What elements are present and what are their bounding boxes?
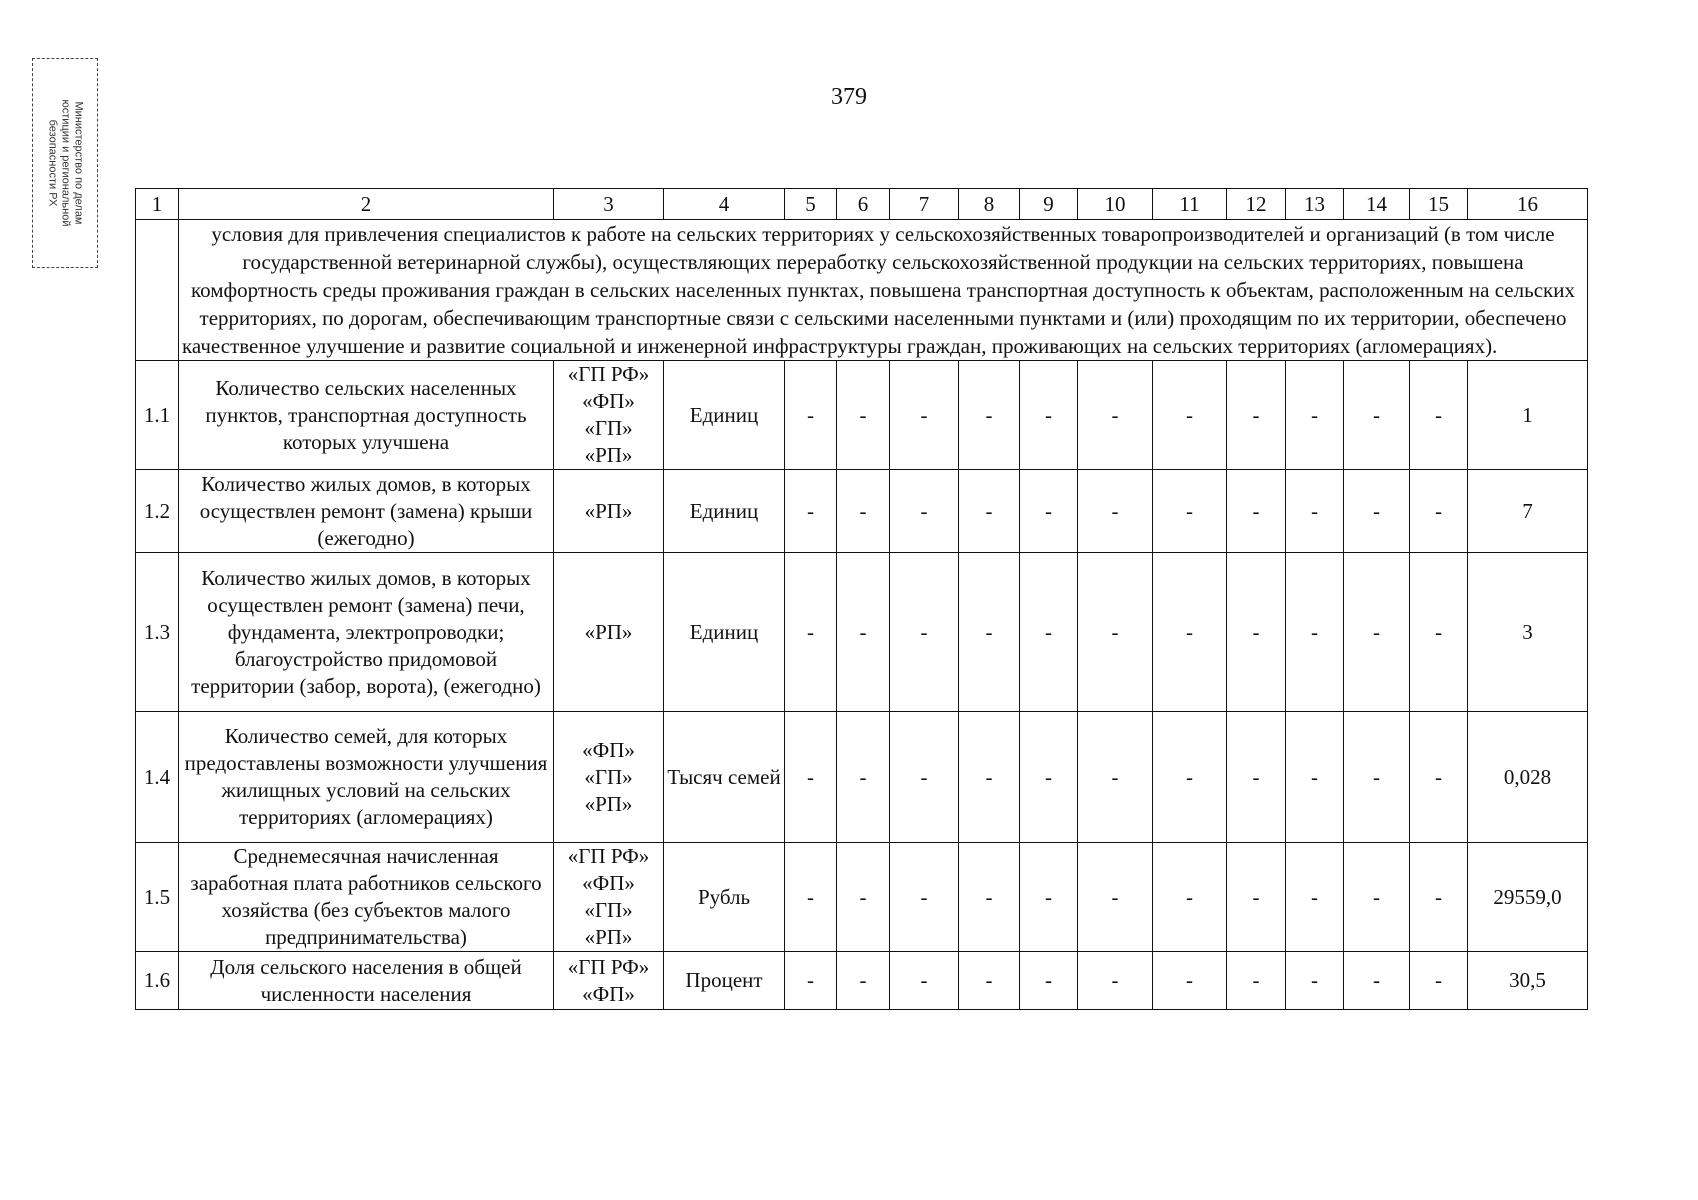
unit-cell: Единиц [664,470,785,553]
value-cell: - [959,470,1020,553]
value-cell: - [1227,952,1286,1010]
value-cell: - [837,361,890,470]
table-row [136,952,1588,1010]
source-label: «ФП» [582,871,635,895]
value-cell: - [1410,470,1468,553]
value-cell: - [1344,952,1410,1010]
value-cell: - [890,470,959,553]
source-label: «ГП РФ» [567,954,650,979]
source-label: «РП» [584,443,633,467]
value-cell: - [1286,843,1344,952]
column-header: 2 [179,189,554,220]
column-header: 8 [959,189,1020,220]
source-label: «ФП» [582,389,635,413]
value-cell: - [1078,361,1153,470]
column-header: 11 [1153,189,1227,220]
source-label: «РП» [584,791,633,816]
value-cell: - [959,553,1020,712]
value-cell: - [959,952,1020,1010]
value-cell: - [1078,553,1153,712]
source-label: «ФП» [582,737,635,762]
indicator-name: Доля сельского населения в общей численности населения [179,952,554,1010]
value-cell: - [1078,470,1153,553]
source-label: «РП» [584,619,633,644]
column-header: 12 [1227,189,1286,220]
registration-stamp [32,58,98,268]
value-cell: - [785,361,837,470]
value-cell: - [837,712,890,843]
value-cell: - [837,553,890,712]
indicator-name: Количество жилых домов, в которых осуществлен ремонт (замена) печи, фундамента, электропроводки; благоустройство придомовой территории (забор, ворота), (ежегодно) [179,553,554,712]
value-cell: - [1410,361,1468,470]
source-label: «ФП» [582,981,635,1006]
target-value: 1 [1468,361,1588,470]
unit-cell: Процент [664,952,785,1010]
column-header: 7 [890,189,959,220]
value-cell: - [785,712,837,843]
value-cell: - [1227,470,1286,553]
source-label: «РП» [584,498,633,523]
value-cell: - [959,361,1020,470]
goal-text: условия для привлечения специалистов к работе на сельских территориях у сельскохозяйственных товаропроизводителей и организаций (в том числе государственной ветеринарной службы), осуществляющих переработку сельскохозяйственной продукции на сельских территориях, повышена комфортность среды проживания граждан в сельских населенных пунктах, повышена транспортная доступность к объектам, расположенным на сельских территориях, по дорогам, обеспечивающим транспортные связи с сельскими населенными пунктами и (или) проходящим по их территории, обеспечено качественное улучшение и развитие социальной и инженерной инфраструктуры граждан, проживающих на сельских территориях (агломерациях). [179,220,1588,361]
value-cell: - [1020,712,1078,843]
indicators-table [135,188,1588,1010]
value-cell: - [785,553,837,712]
value-cell: - [1153,843,1227,952]
value-cell: - [1153,470,1227,553]
value-cell: - [1020,470,1078,553]
source-cell [554,553,664,712]
source-label: «ГП» [584,416,633,440]
column-header: 15 [1410,189,1468,220]
value-cell: - [1020,952,1078,1010]
value-cell: - [890,712,959,843]
value-cell: - [837,952,890,1010]
value-cell: - [1410,843,1468,952]
value-cell: - [1410,712,1468,843]
value-cell: - [837,470,890,553]
value-cell: - [959,712,1020,843]
indicator-name: Среднемесячная начисленная заработная плата работников сельского хозяйства (без субъектов малого предпринимательства) [179,843,554,952]
value-cell: - [1344,470,1410,553]
row-number: 1.5 [136,843,179,952]
value-cell: - [1020,843,1078,952]
value-cell: - [1153,361,1227,470]
value-cell: - [785,952,837,1010]
table-row [136,553,1588,712]
value-cell: - [1020,361,1078,470]
source-label: «РП» [584,925,633,949]
stamp-line: безопасности РХ [46,119,59,207]
row-number: 1.6 [136,952,179,1010]
value-cell: - [890,843,959,952]
source-label: «ГП РФ» [567,844,650,868]
indicator-name: Количество семей, для которых предоставлены возможности улучшения жилищных условий на сельских территориях (агломерациях) [179,712,554,843]
value-cell: - [1153,712,1227,843]
value-cell: - [890,361,959,470]
column-header: 1 [136,189,179,220]
value-cell: - [785,470,837,553]
column-header: 14 [1344,189,1410,220]
value-cell: - [1153,952,1227,1010]
column-header: 5 [785,189,837,220]
source-label: «ГП РФ» [567,362,650,386]
column-header: 16 [1468,189,1588,220]
column-header: 4 [664,189,785,220]
goal-row [136,220,1588,361]
unit-cell: Единиц [664,553,785,712]
table-row [136,712,1588,843]
table-row [136,470,1588,553]
value-cell: - [1078,952,1153,1010]
value-cell: - [1344,361,1410,470]
value-cell: - [959,843,1020,952]
column-header: 6 [837,189,890,220]
column-header: 10 [1078,189,1153,220]
header-row [136,189,1588,220]
source-label: «ГП» [584,764,633,789]
column-header: 13 [1286,189,1344,220]
value-cell: - [1286,470,1344,553]
value-cell: - [1344,843,1410,952]
table-row [136,843,1588,952]
value-cell: - [1227,553,1286,712]
stamp-line: Министерство по делам [72,101,85,225]
target-value: 7 [1468,470,1588,553]
value-cell: - [1344,712,1410,843]
row-number: 1.4 [136,712,179,843]
value-cell: - [1153,553,1227,712]
source-label: «ГП» [584,898,633,922]
value-cell: - [890,952,959,1010]
source-cell [554,470,664,553]
source-cell [554,843,664,952]
value-cell: - [1020,553,1078,712]
value-cell: - [890,553,959,712]
page-number: 379 [831,84,867,110]
indicator-name: Количество жилых домов, в которых осуществлен ремонт (замена) крыши (ежегодно) [179,470,554,553]
value-cell: - [1410,553,1468,712]
row-number: 1.2 [136,470,179,553]
target-value: 3 [1468,553,1588,712]
goal-number-cell [136,220,179,361]
column-header: 9 [1020,189,1078,220]
unit-cell: Рубль [664,843,785,952]
stamp-line: юстиции и региональной [59,99,72,227]
value-cell: - [837,843,890,952]
value-cell: - [1227,712,1286,843]
unit-cell: Тысяч семей [664,712,785,843]
value-cell: - [1286,952,1344,1010]
value-cell: - [785,843,837,952]
source-cell [554,952,664,1010]
indicator-name: Количество сельских населенных пунктов, транспортная доступность которых улучшена [179,361,554,470]
target-value: 30,5 [1468,952,1588,1010]
value-cell: - [1410,952,1468,1010]
table-body [136,189,1588,1010]
column-header: 3 [554,189,664,220]
source-cell [554,712,664,843]
source-cell [554,361,664,470]
value-cell: - [1344,553,1410,712]
target-value: 0,028 [1468,712,1588,843]
stamp-text [46,65,85,261]
value-cell: - [1227,361,1286,470]
value-cell: - [1286,553,1344,712]
table-row [136,361,1588,470]
value-cell: - [1078,843,1153,952]
target-value: 29559,0 [1468,843,1588,952]
row-number: 1.3 [136,553,179,712]
row-number: 1.1 [136,361,179,470]
value-cell: - [1286,361,1344,470]
value-cell: - [1078,712,1153,843]
unit-cell: Единиц [664,361,785,470]
value-cell: - [1286,712,1344,843]
value-cell: - [1227,843,1286,952]
